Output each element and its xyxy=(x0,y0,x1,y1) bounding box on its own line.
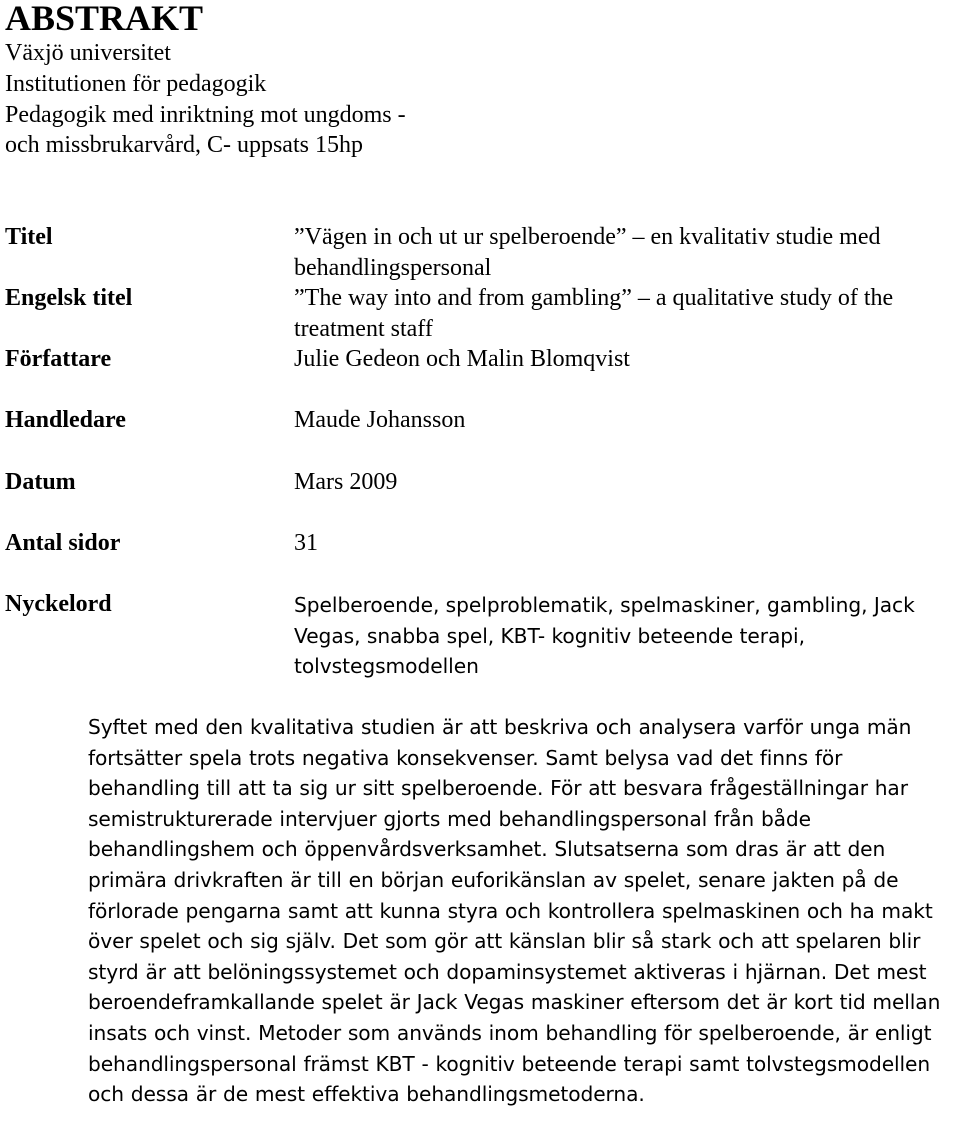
supervisor-label: Handledare xyxy=(5,407,126,433)
title-value: ”Vägen in och ut ur spelberoende” – en kvalitativ studie med behandlingspersonal xyxy=(294,224,881,281)
university-line: Växjö universitet xyxy=(5,40,171,66)
keywords-label: Nyckelord xyxy=(5,591,112,617)
english-title-value: ”The way into and from gambling” – a qualitative study of the treatment staff xyxy=(294,285,894,342)
program-line-2: och missbrukarvård, C- uppsats 15hp xyxy=(5,132,363,158)
page-count-label: Antal sidor xyxy=(5,530,121,556)
program-line-1: Pedagogik med inriktning mot ungdoms - xyxy=(5,102,406,128)
author-label: Författare xyxy=(5,346,112,372)
document-title: ABSTRAKT xyxy=(5,0,204,38)
abstract-body: Syftet med den kvalitativa studien är att beskriva och analysera varför unga män fortsätter spela trots negativa konsekvenser. Samt belysa vad det finns för behandling till att ta sig ur sitt spelberoende. För att besvara frågeställningar har semistrukturerade intervjuer gjorts med behandlingspersonal från både behandlingshem och öppenvårdsverksamhet. Slutsatserna som dras är att den primära drivkraften är till en början euforikänslan av spelet, senare jakten på de förlorade pengarna samt att kunna styra och kontrollera spelmaskinen och ha makt över spelet och sig själv. Det som gör att känslan blir så stark och att spelaren blir styrd är att belöningssystemet och dopaminsystemet aktiveras i hjärnan. Det mest beroendeframkallande spelet är Jack Vegas maskiner eftersom det är kort tid mellan insats och vinst. Metoder som används inom behandling för spelberoende, är enligt behandlingspersonal främst KBT - kognitiv beteende terapi samt tolvstegsmodellen och dessa är de mest effektiva behandlingsmetoderna. xyxy=(88,715,941,1107)
author-value: Julie Gedeon och Malin Blomqvist xyxy=(294,346,630,372)
supervisor-value: Maude Johansson xyxy=(294,407,466,433)
date-value: Mars 2009 xyxy=(294,469,398,495)
institution-line: Institutionen för pedagogik xyxy=(5,71,267,97)
keywords-value: Spelberoende, spelproblematik, spelmaskiner, gambling, Jack Vegas, snabba spel, KBT- kognitiv beteende terapi, tolvstegsmodellen xyxy=(294,593,915,678)
title-label: Titel xyxy=(5,224,53,250)
english-title-label: Engelsk titel xyxy=(5,285,133,311)
page-count-value: 31 xyxy=(294,530,318,556)
date-label: Datum xyxy=(5,469,76,495)
